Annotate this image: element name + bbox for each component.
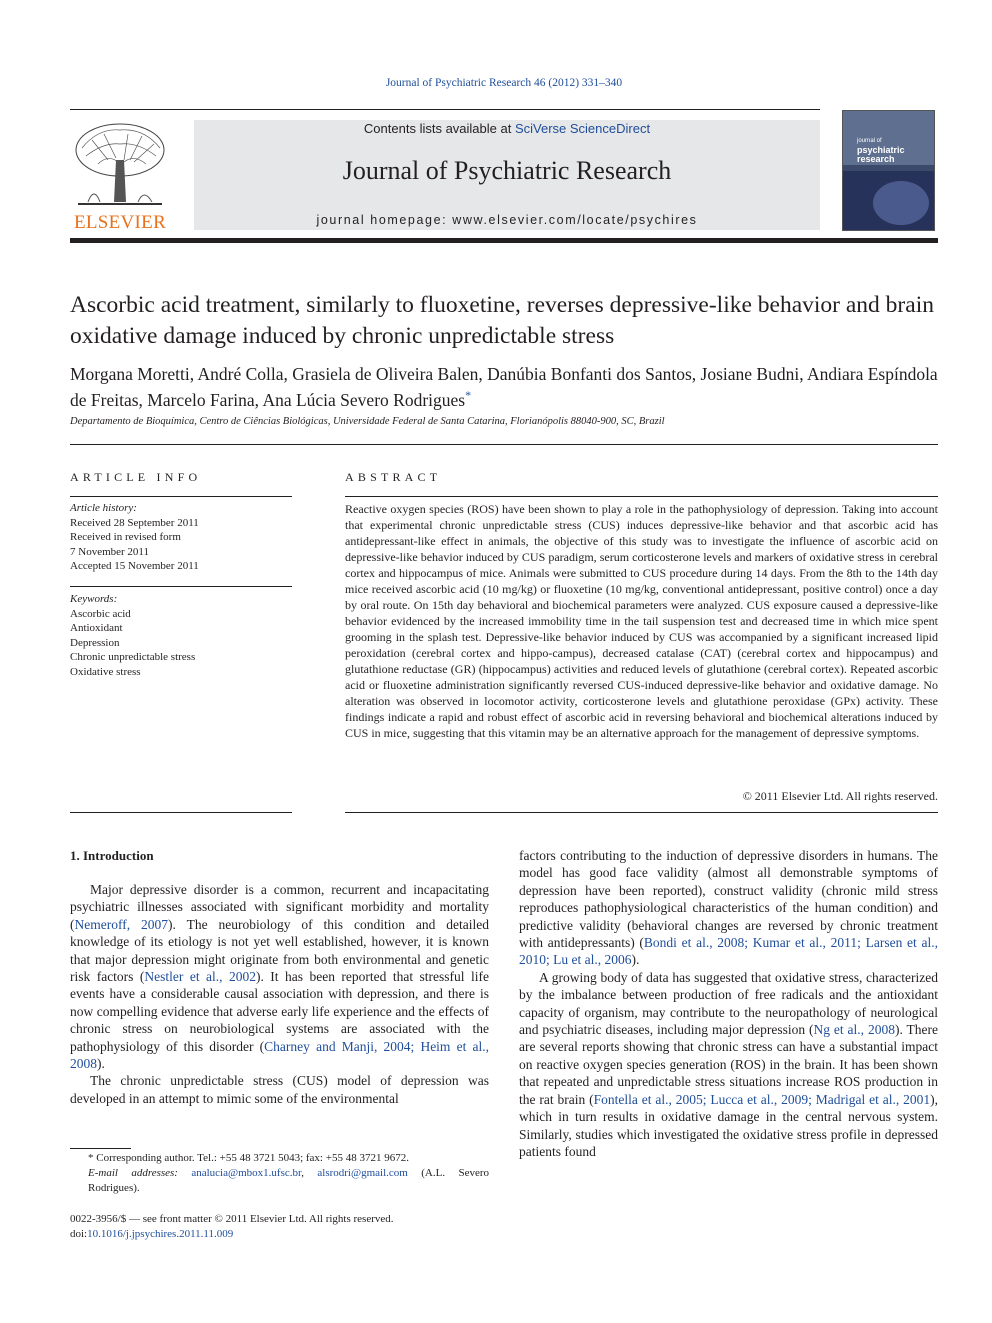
issn-line: 0022-3956/$ — see front matter © 2011 Elsevier Ltd. All rights reserved.	[70, 1213, 394, 1225]
journal-homepage[interactable]: journal homepage: www.elsevier.com/locate/psychires	[316, 213, 698, 227]
elsevier-wordmark: ELSEVIER	[73, 212, 167, 233]
keywords-label: Keywords:	[70, 593, 118, 605]
affiliation: Departamento de Bioquímica, Centro de Ciências Biológicas, Universidade Federal de Santa Catarina, Florianópolis 88040-900, SC, Brazil	[70, 416, 665, 427]
keyword: Oxidative stress	[70, 665, 141, 678]
citation-link[interactable]: Nemeroff, 2007	[74, 916, 169, 932]
paragraph	[519, 969, 938, 1160]
keyword: Antioxidant	[70, 622, 123, 634]
citation-link[interactable]: Charney and Manji, 2004; Heim et al., 2008	[70, 1038, 490, 1072]
corresponding-author-mark[interactable]: *	[465, 388, 472, 402]
doi-label: doi:	[70, 1228, 88, 1240]
affiliation-rule	[70, 444, 938, 445]
email-label: E-mail addresses:	[88, 1167, 192, 1179]
email-link[interactable]: analucia@mbox1.ufsc.br	[191, 1167, 302, 1179]
keyword: Depression	[70, 636, 120, 649]
text-run: ).	[631, 952, 640, 968]
keywords	[70, 592, 292, 679]
sciencedirect-link[interactable]: SciVerse ScienceDirect	[514, 121, 651, 136]
email-separator: ,	[301, 1167, 318, 1179]
footnote-emails	[70, 1166, 489, 1196]
author-list	[70, 364, 950, 411]
history-line: Received 28 September 2011	[70, 516, 199, 529]
email-owner: (A.L. Severo Rodrigues).	[88, 1167, 489, 1194]
email-link[interactable]: alsrodri@gmail.com	[317, 1167, 408, 1179]
citation-link[interactable]: Ng et al., 2008	[813, 1022, 895, 1038]
abstract-heading: ABSTRACT	[345, 470, 442, 484]
text-run: ). It has been reported that stressful life events have a considerable causal association with depression, and there is now compelling evidence that adverse early life experience and the effects of chronic stress on neurobiological systems are associated with the pathophysiology of this disorder (	[70, 969, 489, 1054]
header-rule	[70, 109, 820, 110]
article-history	[70, 501, 292, 574]
history-line: 7 November 2011	[70, 545, 150, 558]
paragraph: The chronic unpredictable stress (CUS) model of depression was developed in an attempt to mimic some of the environmental	[70, 1073, 489, 1106]
article-info-heading: ARTICLE INFO	[70, 470, 202, 484]
cover-title-line: journal of	[857, 138, 882, 144]
journal-cover-thumbnail	[842, 110, 935, 231]
keyword: Chronic unpredictable stress	[70, 651, 196, 663]
contents-availability	[194, 121, 820, 136]
citation-link[interactable]: Nestler et al., 2002	[144, 969, 256, 985]
body-column-right	[519, 847, 938, 1160]
corresponding-text: Corresponding author. Tel.: +55 48 3721 5043; fax: +55 48 3721 9672.	[93, 1152, 409, 1164]
text-run: Major depressive disorder is a common, recurrent and incapacitating psychiatric illnesses associated with significant morbidity and mortality (	[70, 882, 489, 932]
doi-link[interactable]: 10.1016/j.jpsychires.2011.11.009	[87, 1228, 234, 1240]
cover-title	[857, 137, 905, 164]
text-run: factors contributing to the induction of depressive disorders in humans. The model has good face validity (almost all demonstrable symptoms of depression have been reported), construct validity (chronic mild stress reproduces pathophysiological characteristics of the human condition) and predictive validity (behavioral changes are reversed by chronic treatment with antidepressants) (	[519, 848, 938, 951]
journal-citation-link[interactable]: Journal of Psychiatric Research 46 (2012) 331–340	[385, 77, 623, 89]
contents-prefix: Contents lists available at	[363, 121, 515, 136]
front-matter	[70, 1212, 570, 1242]
history-line: Accepted 15 November 2011	[70, 560, 199, 572]
authors-text: Morgana Moretti, André Colla, Grasiela de Oliveira Balen, Danúbia Bonfanti dos Santos, Josiane Budni, Andiara Espíndola de Freitas, Marcelo Farina, Ana Lúcia Severo Rodrigues	[70, 364, 938, 410]
article-info-rule	[70, 496, 292, 497]
abstract-copyright: © 2011 Elsevier Ltd. All rights reserved.	[742, 789, 938, 803]
section-heading-introduction: 1. Introduction	[70, 848, 154, 863]
cover-brain-image	[873, 181, 929, 225]
text-run: ).	[97, 1056, 105, 1072]
keyword: Ascorbic acid	[70, 607, 131, 620]
paragraph	[70, 881, 489, 1072]
article-info-rule	[70, 812, 292, 813]
footnote-mark: *	[88, 1152, 94, 1164]
paragraph	[519, 847, 938, 969]
cover-title-line: research	[857, 154, 895, 164]
abstract-text: Reactive oxygen species (ROS) have been shown to play a role in the pathophysiology of depression. Taking into account that experimental chronic unpredictable stress (CUS) induces depressive-like behavior and that ascorbic acid has antidepressant-like effect in animals, the objective of this study was to investigate the influence of ascorbic acid on depressive-like behavior induced by CUS paradigm, serum corticosterone levels and markers of oxidative stress in cerebral cortex and hippocampus of mice. Animals were submitted to CUS procedure during 14 days. From the 8th to the 14th day mice received ascorbic acid (10 mg/kg) or fluoxetine (10 mg/kg, conventional antidepressant, positive control) once a day by oral route. On 15th day behavioral and biochemical parameters were analyzed. CUS exposure caused a depressive-like behavior evidenced by the increased immobility time in the tail suspension test and decreased time in which mice spent grooming in the splash test. Depressive-like behavior induced by CUS was accompanied by a significant increased lipid peroxidation (cerebral cortex and hippo-campus), decreased catalase (CAT) (cerebral cortex and hippocampus) and glutathione reductase (GR) (hippocampus) activities and reduced levels of glutathione (cerebral cortex). Repeated ascorbic acid or fluoxetine administration significantly reversed CUS-induced depressive-like behavior and oxidative damage. No alteration was observed in locomotor activity, corticosterone levels and glutathione peroxidase (GPx) activity. These findings indicate a rapid and robust effect of ascorbic acid in reversing behavioral and biochemical alterations induced by CUS in mice, suggesting that this vitamin may be an alternative approach for the management of depressive symptoms.	[345, 502, 938, 740]
article-info-rule	[70, 586, 292, 587]
citation-link[interactable]: Bondi et al., 2008; Kumar et al., 2011; Larsen et al., 2010; Lu et al., 2006	[519, 935, 938, 968]
footnote-corresponding	[70, 1151, 489, 1166]
text-run: A growing body of data has suggested that oxidative stress, characterized by the imbalance between production of free radicals and the antioxidant capacity of organism, may contribute to the neuropathology of neurological and psychiatric diseases, including major depression (	[519, 969, 938, 1038]
journal-title: Journal of Psychiatric Research	[342, 156, 672, 185]
cover-title-line: psychiatric	[857, 145, 905, 155]
footnote	[70, 1151, 489, 1196]
article-title: Ascorbic acid treatment, similarly to fluoxetine, reverses depressive-like behavior and brain oxidative damage induced by chronic unpredictable stress	[70, 292, 934, 349]
text-run: ). There are several reports showing that chronic stress can have a substantial impact on reactive oxygen species generation (ROS) in the brain. It has been shown that repeated and unpredictable stress situations increase ROS production in the rat brain (	[519, 1022, 938, 1107]
history-line: Received in revised form	[70, 531, 181, 543]
citation-link[interactable]: Fontella et al., 2005; Lucca et al., 2009; Madrigal et al., 2001	[593, 1091, 931, 1107]
history-label: Article history:	[70, 502, 137, 514]
masthead-rule	[70, 238, 938, 243]
text-run: ). The neurobiology of this condition and detailed knowledge of its etiology is not yet well established, however, it is known that major depression might originate from both environmental and genetic risk factors (	[70, 916, 489, 985]
footnote-rule	[70, 1148, 131, 1149]
tree-icon	[68, 120, 172, 212]
doi-line	[70, 1227, 570, 1242]
abstract-rule	[345, 496, 938, 497]
text-run: ), which in turn results in oxidative damage in the central nervous system. Similarly, studies which investigated the oxidative stress profile in depressed patients found	[519, 1091, 938, 1159]
abstract-rule	[345, 812, 938, 813]
body-column-left	[70, 881, 489, 1107]
